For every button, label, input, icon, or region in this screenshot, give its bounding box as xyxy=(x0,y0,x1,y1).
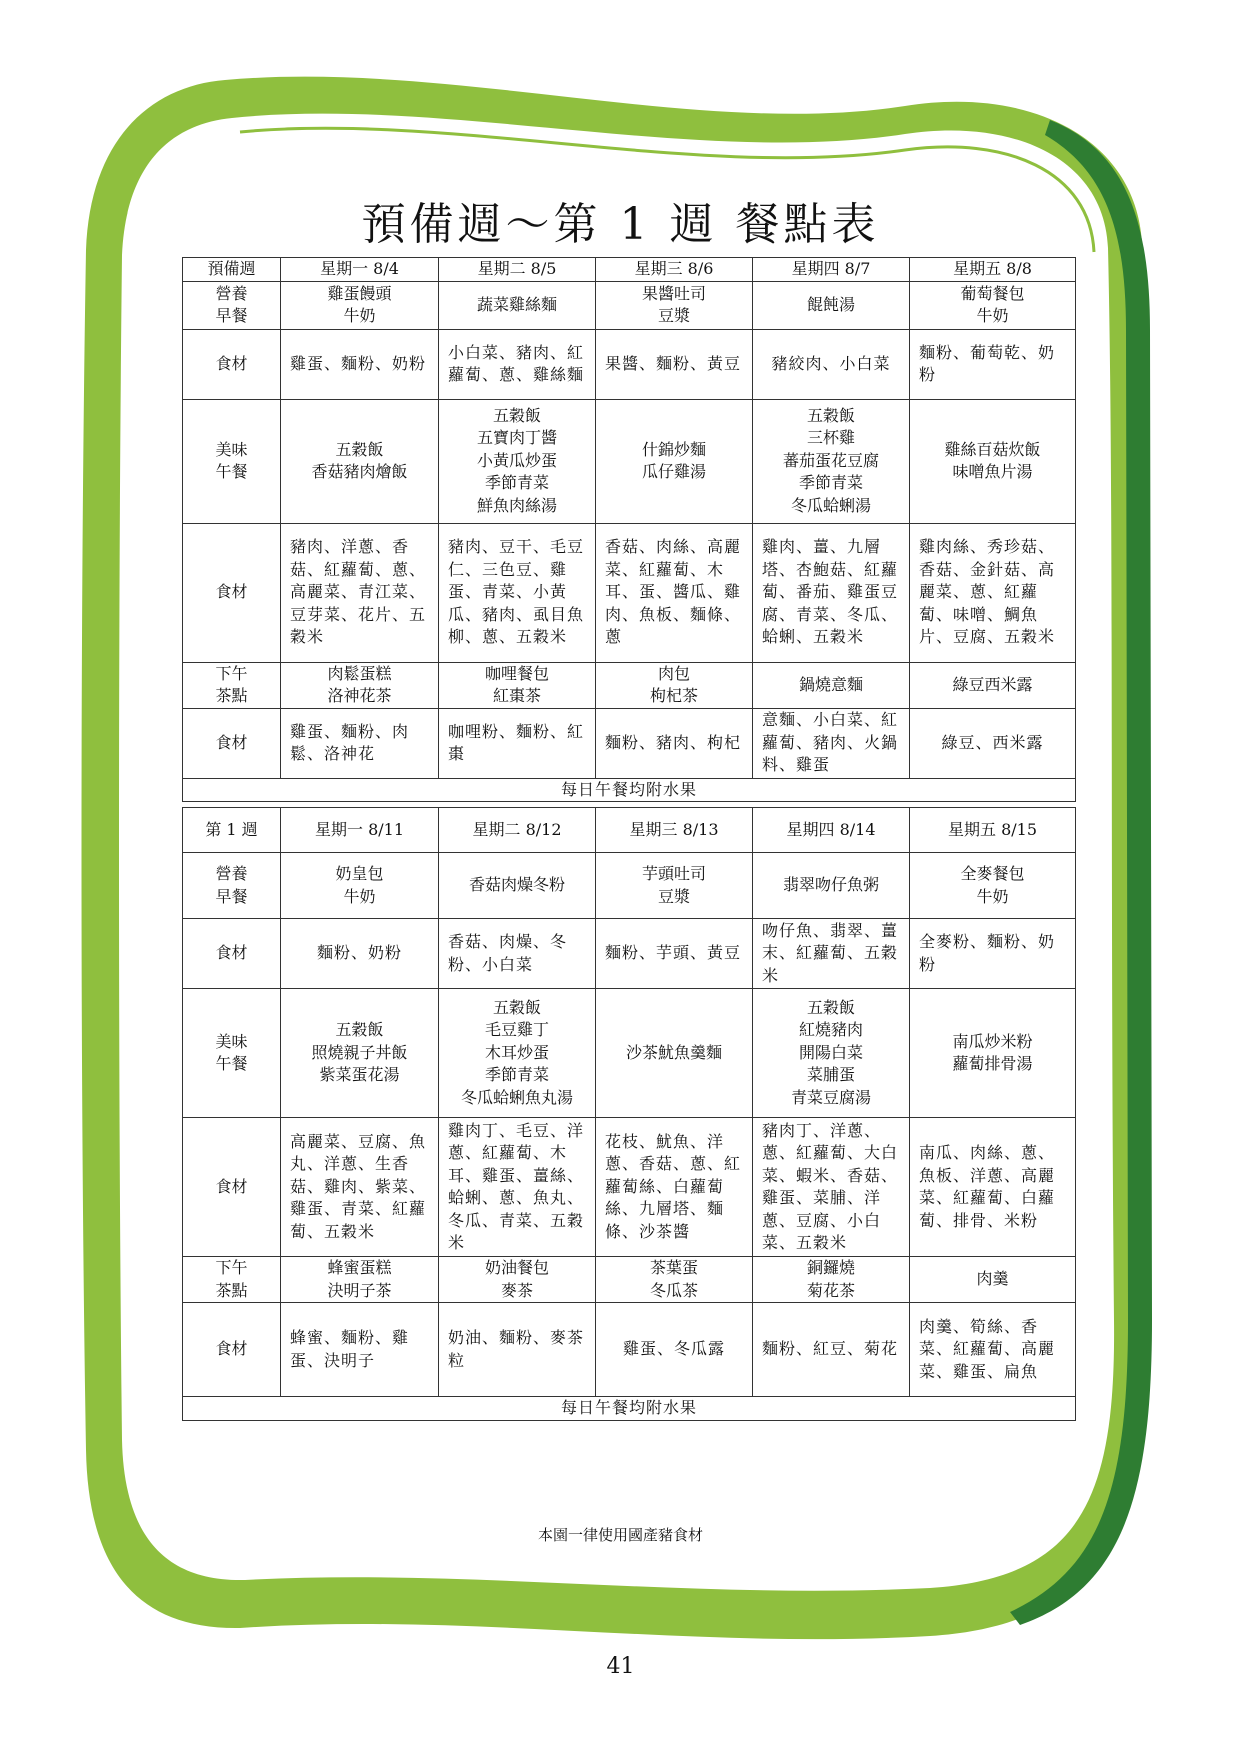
ingredient-cell: 綠豆、西米露 xyxy=(910,708,1076,778)
ingredient-cell: 高麗菜、豆腐、魚丸、洋蔥、生香菇、雞肉、紫菜、雞蛋、青菜、紅蘿蔔、五穀米 xyxy=(281,1118,439,1257)
menu-cell: 蜂蜜蛋糕 決明子茶 xyxy=(281,1257,439,1303)
menu-cell: 全麥餐包 牛奶 xyxy=(910,853,1076,919)
menu-cell: 肉羹 xyxy=(910,1257,1076,1303)
row-label: 食材 xyxy=(183,708,281,778)
ingredients-row xyxy=(183,329,1076,399)
row-label: 美味 午餐 xyxy=(183,989,281,1118)
menu-cell: 什錦炒麵 瓜仔雞湯 xyxy=(596,399,753,523)
day-header: 星期四 8/7 xyxy=(753,258,910,282)
ingredient-cell: 麵粉、奶粉 xyxy=(281,919,439,989)
day-header: 星期三 8/13 xyxy=(596,808,753,853)
week-label: 預備週 xyxy=(183,258,281,282)
ingredient-cell: 奶油、麵粉、麥茶粒 xyxy=(439,1303,596,1397)
menu-cell: 五穀飯 紅燒豬肉 開陽白菜 菜脯蛋 青菜豆腐湯 xyxy=(753,989,910,1118)
menu-cell: 咖哩餐包 紅棗茶 xyxy=(439,662,596,708)
day-header: 星期四 8/14 xyxy=(753,808,910,853)
menu-cell: 奶油餐包 麥茶 xyxy=(439,1257,596,1303)
page-number: 41 xyxy=(606,1654,635,1679)
ingredients-row xyxy=(183,919,1076,989)
week-label: 第 1 週 xyxy=(183,808,281,853)
ingredient-cell: 吻仔魚、翡翠、薑末、紅蘿蔔、五穀米 xyxy=(753,919,910,989)
breakfast-row xyxy=(183,853,1076,919)
ingredient-cell: 雞肉丁、毛豆、洋蔥、紅蘿蔔、木耳、雞蛋、薑絲、蛤蜊、蔥、魚丸、冬瓜、青菜、五穀米 xyxy=(439,1118,596,1257)
ingredient-cell: 豬肉、洋蔥、香菇、紅蘿蔔、蔥、高麗菜、青江菜、豆芽菜、花片、五穀米 xyxy=(281,523,439,662)
menu-cell: 五穀飯 五寶肉丁醬 小黃瓜炒蛋 季節青菜 鮮魚肉絲湯 xyxy=(439,399,596,523)
fruit-note-row xyxy=(183,778,1076,802)
menu-cell: 芋頭吐司 豆漿 xyxy=(596,853,753,919)
menu-cell: 五穀飯 照燒親子丼飯 紫菜蛋花湯 xyxy=(281,989,439,1118)
row-label: 食材 xyxy=(183,1118,281,1257)
table-header-row xyxy=(183,808,1076,853)
ingredient-cell: 香菇、肉燥、冬粉、小白菜 xyxy=(439,919,596,989)
row-label: 食材 xyxy=(183,329,281,399)
row-label: 食材 xyxy=(183,523,281,662)
lunch-row xyxy=(183,989,1076,1118)
menu-cell: 綠豆西米露 xyxy=(910,662,1076,708)
menu-cell: 葡萄餐包 牛奶 xyxy=(910,281,1076,329)
row-label: 美味 午餐 xyxy=(183,399,281,523)
fruit-note: 每日午餐均附水果 xyxy=(183,778,1076,802)
breakfast-row xyxy=(183,281,1076,329)
day-header: 星期五 8/8 xyxy=(910,258,1076,282)
row-label: 營養 早餐 xyxy=(183,853,281,919)
ingredients-row xyxy=(183,1303,1076,1397)
menu-cell: 五穀飯 三杯雞 蕃茄蛋花豆腐 季節青菜 冬瓜蛤蜊湯 xyxy=(753,399,910,523)
ingredient-cell: 意麵、小白菜、紅蘿蔔、豬肉、火鍋料、雞蛋 xyxy=(753,708,910,778)
ingredient-cell: 南瓜、肉絲、蔥、魚板、洋蔥、高麗菜、紅蘿蔔、白蘿蔔、排骨、米粉 xyxy=(910,1118,1076,1257)
menu-cell: 翡翠吻仔魚粥 xyxy=(753,853,910,919)
menu-cell: 五穀飯 香菇豬肉燴飯 xyxy=(281,399,439,523)
fruit-note: 每日午餐均附水果 xyxy=(183,1397,1076,1421)
row-label: 下午 茶點 xyxy=(183,1257,281,1303)
lunch-row xyxy=(183,399,1076,523)
ingredient-cell: 小白菜、豬肉、紅蘿蔔、蔥、雞絲麵 xyxy=(439,329,596,399)
menu-cell: 奶皇包 牛奶 xyxy=(281,853,439,919)
ingredient-cell: 果醬、麵粉、黃豆 xyxy=(596,329,753,399)
day-header: 星期三 8/6 xyxy=(596,258,753,282)
row-label: 下午 茶點 xyxy=(183,662,281,708)
menu-cell: 肉鬆蛋糕 洛神花茶 xyxy=(281,662,439,708)
menu-cell: 雞蛋饅頭 牛奶 xyxy=(281,281,439,329)
ingredient-cell: 麵粉、紅豆、菊花 xyxy=(753,1303,910,1397)
ingredient-cell: 全麥粉、麵粉、奶粉 xyxy=(910,919,1076,989)
table-header-row xyxy=(183,258,1076,282)
snack-row xyxy=(183,662,1076,708)
fruit-note-row xyxy=(183,1397,1076,1421)
menu-cell: 雞絲百菇炊飯 味噌魚片湯 xyxy=(910,399,1076,523)
menu-cell: 銅鑼燒 菊花茶 xyxy=(753,1257,910,1303)
menu-cell: 蔬菜雞絲麵 xyxy=(439,281,596,329)
ingredient-cell: 豬肉丁、洋蔥、蔥、紅蘿蔔、大白菜、蝦米、香菇、雞蛋、菜脯、洋蔥、豆腐、小白菜、五穀米 xyxy=(753,1118,910,1257)
menu-cell: 茶葉蛋 冬瓜茶 xyxy=(596,1257,753,1303)
ingredient-cell: 花枝、魷魚、洋蔥、香菇、蔥、紅蘿蔔絲、白蘿蔔絲、九層塔、麵條、沙茶醬 xyxy=(596,1118,753,1257)
day-header: 星期一 8/4 xyxy=(281,258,439,282)
ingredient-cell: 雞蛋、麵粉、奶粉 xyxy=(281,329,439,399)
menu-cell: 肉包 枸杞茶 xyxy=(596,662,753,708)
menu-cell: 沙茶魷魚羹麵 xyxy=(596,989,753,1118)
ingredient-cell: 雞蛋、麵粉、肉鬆、洛神花 xyxy=(281,708,439,778)
ingredient-cell: 豬肉、豆干、毛豆仁、三色豆、雞蛋、青菜、小黃瓜、豬肉、虱目魚柳、蔥、五穀米 xyxy=(439,523,596,662)
snack-row xyxy=(183,1257,1076,1303)
ingredient-cell: 肉羹、筍絲、香菜、紅蘿蔔、高麗菜、雞蛋、扁魚 xyxy=(910,1303,1076,1397)
page-title: 預備週～第 1 週 餐點表 xyxy=(361,199,880,250)
ingredient-cell: 麵粉、葡萄乾、奶粉 xyxy=(910,329,1076,399)
day-header: 星期一 8/11 xyxy=(281,808,439,853)
row-label: 食材 xyxy=(183,919,281,989)
day-header: 星期五 8/15 xyxy=(910,808,1076,853)
day-header: 星期二 8/12 xyxy=(439,808,596,853)
day-header: 星期二 8/5 xyxy=(439,258,596,282)
ingredients-row xyxy=(183,708,1076,778)
footnote: 本園一律使用國產豬食材 xyxy=(537,1526,703,1544)
ingredients-row xyxy=(183,523,1076,662)
menu-cell: 南瓜炒米粉 蘿蔔排骨湯 xyxy=(910,989,1076,1118)
ingredient-cell: 麵粉、豬肉、枸杞 xyxy=(596,708,753,778)
ingredient-cell: 麵粉、芋頭、黃豆 xyxy=(596,919,753,989)
ingredient-cell: 咖哩粉、麵粉、紅棗 xyxy=(439,708,596,778)
row-label: 營養 早餐 xyxy=(183,281,281,329)
ingredient-cell: 雞蛋、冬瓜露 xyxy=(596,1303,753,1397)
ingredients-row xyxy=(183,1118,1076,1257)
menu-cell: 果醬吐司 豆漿 xyxy=(596,281,753,329)
menu-cell: 餛飩湯 xyxy=(753,281,910,329)
ingredient-cell: 香菇、肉絲、高麗菜、紅蘿蔔、木耳、蛋、醬瓜、雞肉、魚板、麵條、蔥 xyxy=(596,523,753,662)
menu-cell: 五穀飯 毛豆雞丁 木耳炒蛋 季節青菜 冬瓜蛤蜊魚丸湯 xyxy=(439,989,596,1118)
ingredient-cell: 雞肉絲、秀珍菇、香菇、金針菇、高麗菜、蔥、紅蘿蔔、味噌、鯛魚片、豆腐、五穀米 xyxy=(910,523,1076,662)
menu-cell: 香菇肉燥冬粉 xyxy=(439,853,596,919)
menu-table-week-1 xyxy=(182,807,1076,1421)
menu-table-prep-week xyxy=(182,257,1076,802)
ingredient-cell: 蜂蜜、麵粉、雞蛋、決明子 xyxy=(281,1303,439,1397)
ingredient-cell: 雞肉、薑、九層塔、杏鮑菇、紅蘿蔔、番茄、雞蛋豆腐、青菜、冬瓜、蛤蜊、五穀米 xyxy=(753,523,910,662)
menu-cell: 鍋燒意麵 xyxy=(753,662,910,708)
row-label: 食材 xyxy=(183,1303,281,1397)
ingredient-cell: 豬絞肉、小白菜 xyxy=(753,329,910,399)
